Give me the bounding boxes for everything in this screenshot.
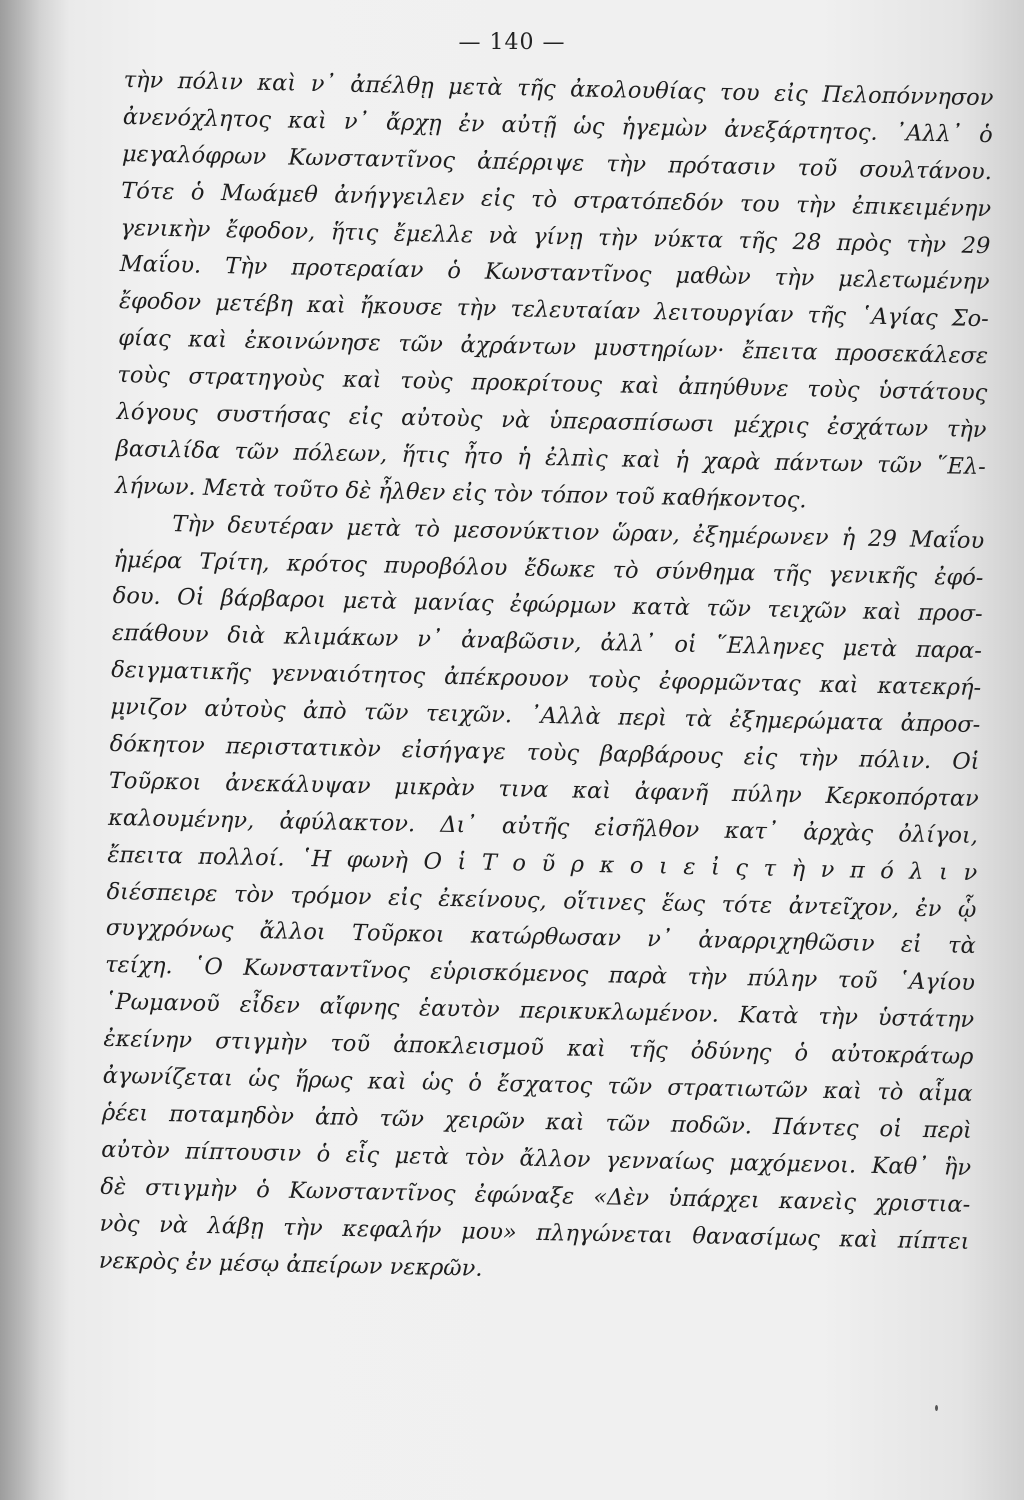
text-line: τείχη. ῾Ο Κωνσταντῖνος εὑρισκόμενος παρὰ τὴν πύλην τοῦ ῾Αγίου: [104, 952, 976, 997]
text-line: ῾Ρωμανοῦ εἶδεν αἴφνης ἑαυτὸν περικυκλωμένον. Κατὰ τὴν ὑστάτην: [104, 989, 975, 1034]
text-line: νεκρὸς ἐν μέσῳ ἀπείρων νεκρῶν.: [98, 1247, 483, 1282]
text-line: διέσπειρε τὸν τρόμον εἰς ἐκείνους, οἵτινες ἕως τότε ἀντεῖχον, ἐν ᾧ: [106, 878, 977, 923]
body-text: [99, 62, 994, 1297]
text-line: επάθουν διὰ κλιμάκων ν᾿ ἀναβῶσιν, ἀλλ᾿ οἱ ῞Ελληνες μετὰ παρα-: [111, 620, 983, 665]
text-line: ἔφοδον μετέβη καὶ ἤκουσε τὴν τελευταίαν λειτουργίαν τῆς ῾Αγίας Σο-: [118, 288, 990, 333]
text-line: δόκητον περιστατικὸν εἰσήγαγε τοὺς βαρβάρους εἰς τὴν πόλιν. Οἱ: [109, 730, 980, 776]
text-line: Τοῦρκοι ἀνεκάλυψαν μικρὰν τινα καὶ ἀφανῆ πύλην Κερκοπόρταν: [108, 767, 980, 812]
text-line: μεγαλόφρων Κωνσταντῖνος ἀπέρριψε τὴν πρότασιν τοῦ σουλτάνου.: [121, 140, 993, 185]
text-line: συγχρόνως ἄλλοι Τοῦρκοι κατώρθωσαν ν᾿ ἀναρριχηθῶσιν εἰ τὰ: [105, 915, 976, 960]
text-line: λήνων. Μετὰ τοῦτο δὲ ἦλθεν εἰς τὸν τόπον τοῦ καθήκοντος.: [114, 472, 807, 514]
text-line: νὸς νὰ λάβῃ τὴν κεφαλήν μου» πληγώνεται θανασίμως καὶ πίπτει: [99, 1210, 970, 1255]
text-line: Μαΐου. Τὴν προτεραίαν ὁ Κωνσταντῖνος μαθὼν τὴν μελετωμένην: [119, 251, 990, 296]
text-line: καλουμένην, ἀφύλακτον. Δι᾿ αὐτῆς εἰσῆλθον κατ᾿ ἀρχὰς ὀλίγοι,: [107, 804, 979, 849]
text-line: γενικὴν ἔφοδον, ἥτις ἔμελλε νὰ γίνῃ τὴν νύκτα τῆς 28 πρὸς τὴν 29: [120, 214, 991, 259]
text-line: ἀγωνίζεται ὡς ἥρως καὶ ὡς ὁ ἔσχατος τῶν στρατιωτῶν καὶ τὸ αἷμα: [102, 1062, 973, 1108]
text-line: μνιζον αὐτοὺς ἀπὸ τῶν τειχῶν. ᾿Αλλὰ περὶ τὰ ἐξημερώματα ἀπροσ-: [110, 694, 981, 739]
text-line: λόγους συστήσας εἰς αὐτοὺς νὰ ὑπερασπίσωσι μέχρις ἐσχάτων τὴν: [116, 398, 987, 444]
text-line: φίας καὶ ἐκοινώνησε τῶν ἀχράντων μυστηρίων· ἔπειτα προσεκάλεσε: [117, 325, 989, 370]
text-line: ἀνενόχλητος καὶ ν᾿ ἄρχῃ ἐν αὐτῇ ὡς ἡγεμὼν ἀνεξάρτητος. ᾿Αλλ᾿ ὁ: [122, 103, 993, 149]
text-line: δὲ στιγμὴν ὁ Κωνσταντῖνος ἐφώναξε «Δὲν ὑπάρχει κανεὶς χριστια-: [100, 1173, 971, 1218]
text-line: αὐτὸν πίπτουσιν ὁ εἷς μετὰ τὸν ἄλλον γενναίως μαχόμενοι. Καθ᾿ ἣν: [100, 1136, 972, 1181]
text-line: τὴν πόλιν καὶ ν᾿ ἀπέλθῃ μετὰ τῆς ἀκολουθίας του εἰς Πελοπόννησον: [123, 66, 994, 112]
text-line: ἐκείνην στιγμὴν τοῦ ἀποκλεισμοῦ καὶ τῆς ὀδύνης ὁ αὐτοκράτωρ: [103, 1025, 974, 1071]
text-line: Τότε ὁ Μωάμεθ ἀνήγγειλεν εἰς τὸ στρατόπεδόν του τὴν ἐπικειμένην: [121, 177, 992, 222]
binding-shadow: [0, 0, 70, 1500]
text-line: βασιλίδα τῶν πόλεων, ἥτις ἦτο ἡ ἐλπὶς καὶ ἡ χαρὰ πάντων τῶν ῞Ελ-: [115, 435, 986, 481]
text-line: ῥέει ποταμηδὸν ἀπὸ τῶν χειρῶν καὶ τῶν ποδῶν. Πάντες οἱ περὶ: [101, 1099, 973, 1144]
text-line: ἡμέρα Τρίτη, κρότος πυροβόλου ἔδωκε τὸ σύνθημα τῆς γενικῆς ἐφό-: [113, 546, 984, 591]
text-line: δειγματικῆς γενναιότητος ἀπέκρουον τοὺς ἐφορμῶντας καὶ κατεκρή-: [110, 657, 982, 702]
ink-speck: [935, 1405, 938, 1411]
page-number: — 140 —: [458, 30, 566, 55]
text-line: Τὴν δευτέραν μετὰ τὸ μεσονύκτιον ὥραν, ἐξημέρωνεν ἡ 29 Μαΐου: [172, 510, 985, 554]
text-line: τοὺς στρατηγοὺς καὶ τοὺς προκρίτους καὶ ἀπηύθυνε τοὺς ὑστάτους: [117, 362, 988, 407]
text-line: ἔπειτα πολλοί. ῾Η φωνὴ Ο ἱ Τ ο ῦ ρ κ ο ι ε ἰ ς τ ὴ ν π ό λ ι ν: [107, 841, 978, 886]
text-line: δου. Οἱ βάρβαροι μετὰ μανίας ἐφώρμων κατὰ τῶν τειχῶν καὶ προσ-: [112, 583, 983, 628]
